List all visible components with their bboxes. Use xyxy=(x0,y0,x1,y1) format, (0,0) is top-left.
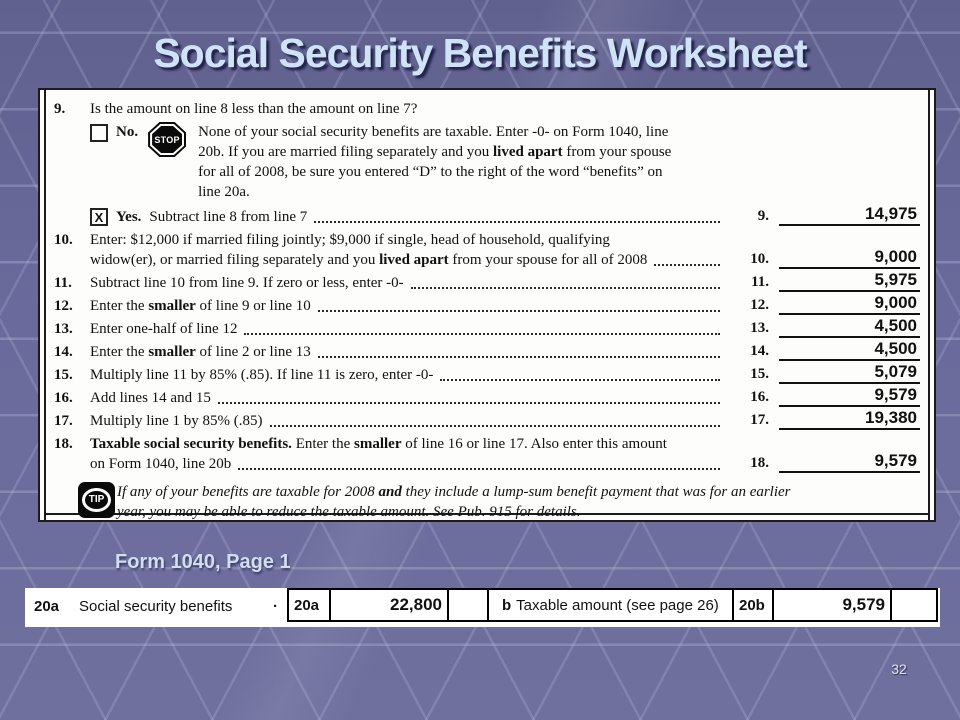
worksheet-box xyxy=(38,88,936,522)
line-text xyxy=(90,250,647,270)
tip-line xyxy=(117,502,920,522)
amount-field: 5,975 xyxy=(779,270,920,292)
text-segment: on Form 1040, line 20b xyxy=(90,456,232,472)
text-segment: line 20a. xyxy=(198,184,250,200)
text-segment: Enter the xyxy=(291,436,354,452)
no-explanation-line xyxy=(198,122,920,142)
no-label: No. xyxy=(116,124,139,140)
text-segment: year, you may be able to reduce the taxable amount. See Pub. 915 for details. xyxy=(117,504,581,520)
worksheet-row xyxy=(54,270,920,293)
line-text xyxy=(90,454,231,474)
amount-group xyxy=(750,247,920,269)
worksheet-rows xyxy=(54,230,920,474)
line-text xyxy=(90,436,667,452)
line-number: 14. xyxy=(54,344,73,360)
text-segment: Add lines 14 and 15 xyxy=(90,390,211,406)
cell-20a-label: 20a xyxy=(294,596,320,614)
text-segment: of line 16 or line 17. Also enter this amount xyxy=(401,436,667,452)
yes-text: Subtract line 8 from line 7 xyxy=(149,209,308,225)
amount-field: 9,000 xyxy=(779,247,920,269)
line-20b-label: Taxable amount (see page 26) xyxy=(516,596,719,614)
text-segment: 20b. If you are married filing separately and you xyxy=(198,144,493,160)
worksheet-row xyxy=(54,408,920,431)
worksheet-row xyxy=(54,316,920,339)
tip-line xyxy=(117,482,920,502)
yes-checkbox: X xyxy=(90,208,108,226)
line-number-right: 15. xyxy=(750,366,769,382)
line9-amount-group xyxy=(758,204,920,226)
worksheet-row xyxy=(54,339,920,362)
line-number-right: 16. xyxy=(750,389,769,405)
text-segment: and xyxy=(378,484,402,500)
line-text xyxy=(90,232,610,248)
line-number: 11. xyxy=(54,275,72,291)
line-number-right: 17. xyxy=(750,412,769,428)
line-number: 18. xyxy=(54,436,73,452)
leader-dot: . xyxy=(273,594,278,611)
cell-20b-value: 9,579 xyxy=(772,590,890,620)
no-explanation-line xyxy=(198,142,920,162)
amount-group xyxy=(750,293,920,315)
line-number-right: 13. xyxy=(750,320,769,336)
line-20b-prefix: b xyxy=(502,596,512,614)
worksheet-content xyxy=(54,96,920,520)
text-segment: Multiply line 11 by 85% (.85). If line 11 is zero, enter -0- xyxy=(90,367,434,383)
cell-20b-label: 20b xyxy=(732,590,772,620)
dot-leader xyxy=(654,250,720,266)
line-text xyxy=(90,296,311,316)
worksheet-row xyxy=(54,385,920,408)
amount-group xyxy=(750,362,920,384)
cell-20a-cents xyxy=(447,590,487,620)
text-segment: Enter the xyxy=(90,298,149,314)
line-number-right: 10. xyxy=(750,251,769,267)
amount-group xyxy=(750,339,920,361)
left-inner-rule xyxy=(44,90,46,520)
text-segment: lived apart xyxy=(379,252,449,268)
text-segment: of line 2 or line 13 xyxy=(195,344,311,360)
text-segment: Enter the xyxy=(90,344,149,360)
line-20a-number: 20a xyxy=(34,598,60,615)
stop-icon xyxy=(148,122,186,157)
worksheet-row xyxy=(54,230,920,270)
worksheet-row xyxy=(54,434,920,474)
cell-20a-value: 22,800 xyxy=(329,590,447,620)
text-segment: from your spouse for all of 2008 xyxy=(448,252,648,268)
worksheet-row xyxy=(54,293,920,316)
text-segment: Enter: $12,000 if married filing jointly; $9,000 if single, head of household, qualifying xyxy=(90,232,610,248)
tip-text xyxy=(117,482,920,522)
page-number: 32 xyxy=(891,661,907,677)
amount-group xyxy=(750,316,920,338)
line-text xyxy=(90,388,211,408)
line-number-right: 14. xyxy=(750,343,769,359)
dot-leader xyxy=(218,388,720,404)
line-number-right: 9. xyxy=(757,208,769,224)
slide-title: Social Security Benefits Worksheet xyxy=(153,30,807,76)
line-text xyxy=(90,342,311,362)
dot-leader xyxy=(440,365,720,381)
cell-20b-cents xyxy=(890,590,936,620)
line-number-right: 18. xyxy=(750,455,769,471)
amount-field: 14,975 xyxy=(779,204,920,226)
worksheet-row xyxy=(54,362,920,385)
dot-leader xyxy=(318,296,720,312)
line-number: 10. xyxy=(54,232,73,248)
no-explanation-line xyxy=(198,162,920,182)
worksheet-line-9 xyxy=(54,99,920,227)
amount-field: 19,380 xyxy=(779,408,920,430)
text-segment: smaller xyxy=(354,436,402,452)
line-number: 15. xyxy=(54,367,73,383)
amount-field: 5,079 xyxy=(779,362,920,384)
text-segment: from your spouse xyxy=(562,144,672,160)
line9-question: Is the amount on line 8 less than the amount on line 7? xyxy=(90,101,418,117)
line-number: 17. xyxy=(54,413,73,429)
dot-leader xyxy=(318,342,720,358)
amount-field: 4,500 xyxy=(779,316,920,338)
text-segment: for all of 2008, be sure you entered “D” to the right of the word “benefits” on xyxy=(198,164,663,180)
dot-leader xyxy=(238,454,720,470)
amount-group xyxy=(751,270,920,292)
form-1040-caption: Form 1040, Page 1 xyxy=(115,551,291,573)
line-number-right: 11. xyxy=(751,274,769,290)
text-segment: widow(er), or married filing separately and you xyxy=(90,252,380,268)
text-segment: they include a lump-sum benefit payment that was for an earlier xyxy=(401,484,791,500)
cell-20b-text xyxy=(487,590,732,620)
no-checkbox xyxy=(90,124,108,142)
amount-group xyxy=(750,408,920,430)
dot-leader xyxy=(314,221,720,223)
text-segment: Enter one-half of line 12 xyxy=(90,321,238,337)
stop-icon-text: STOP xyxy=(154,134,180,145)
text-segment: lived apart xyxy=(493,144,563,160)
amount-field: 9,579 xyxy=(779,385,920,407)
text-segment: Taxable social security benefits. xyxy=(90,436,292,452)
line-number: 13. xyxy=(54,321,73,337)
no-explanation-line xyxy=(198,182,920,202)
line-text xyxy=(90,365,433,385)
text-segment: Multiply line 1 by 85% (.85) xyxy=(90,413,263,429)
dot-leader xyxy=(270,411,721,427)
amount-field: 4,500 xyxy=(779,339,920,361)
dot-leader xyxy=(411,273,720,289)
tip-icon-text: TIP xyxy=(88,494,105,505)
form-1040-cells xyxy=(287,588,938,622)
line-20a-label: Social security benefits xyxy=(79,598,233,615)
line-number: 12. xyxy=(54,298,73,314)
line-number: 9. xyxy=(54,101,66,117)
text-segment: of line 9 or line 10 xyxy=(195,298,311,314)
dot-leader xyxy=(244,319,720,335)
amount-group xyxy=(750,385,920,407)
line-text xyxy=(90,273,404,293)
no-explanation xyxy=(198,122,920,202)
yes-label: Yes. xyxy=(116,209,142,225)
text-segment: None of your social security benefits are taxable. Enter -0- on Form 1040, line xyxy=(198,124,669,140)
amount-group xyxy=(750,451,920,473)
text-segment: smaller xyxy=(148,298,196,314)
line-text xyxy=(90,411,263,431)
text-segment: Subtract line 10 from line 9. If zero or less, enter -0- xyxy=(90,275,404,291)
line-number-right: 12. xyxy=(750,297,769,313)
line-text xyxy=(90,319,237,339)
form-1040-strip xyxy=(25,588,940,627)
amount-field: 9,000 xyxy=(779,293,920,315)
text-segment: smaller xyxy=(148,344,196,360)
amount-field: 9,579 xyxy=(779,451,920,473)
right-inner-rule xyxy=(928,90,930,520)
text-segment: If any of your benefits are taxable for 2008 xyxy=(117,484,379,500)
tip-icon xyxy=(78,482,115,518)
tip-row xyxy=(78,482,920,522)
line-number: 16. xyxy=(54,390,73,406)
line9-no-block xyxy=(90,122,920,202)
